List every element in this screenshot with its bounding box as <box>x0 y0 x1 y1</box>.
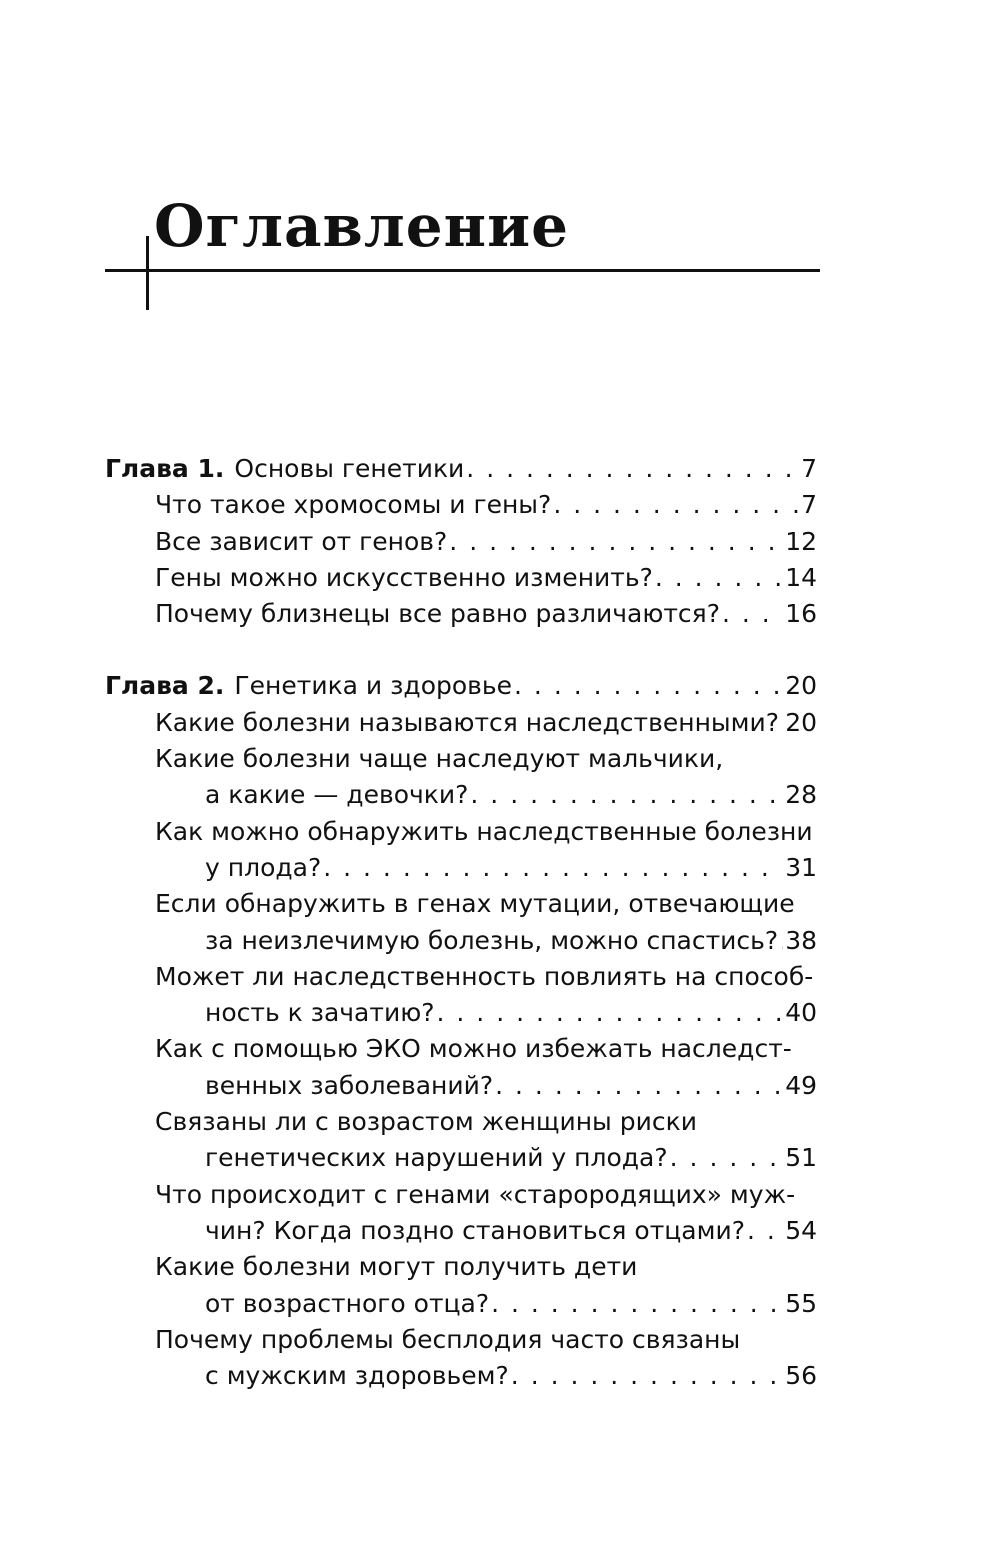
page-number: 38 <box>785 925 817 955</box>
entry-text: венных заболеваний? <box>205 1070 494 1100</box>
page-number: 12 <box>785 526 817 556</box>
toc-entry-line[interactable] <box>105 995 817 1031</box>
dot-leader <box>747 1213 783 1249</box>
entry-text: Все зависит от генов? <box>155 526 448 556</box>
page-number: 54 <box>785 1215 817 1245</box>
entry-text: Связаны ли с возрастом женщины риски <box>155 1107 697 1137</box>
dot-leader <box>491 1286 783 1322</box>
entry-text: Если обнаружить в генах мутации, отвечающие <box>155 889 795 919</box>
entry-text: Может ли наследственность повлиять на способ- <box>155 961 814 991</box>
toc-entry-line[interactable] <box>105 487 817 523</box>
page-number: 16 <box>785 599 817 629</box>
page-number: 51 <box>785 1143 817 1173</box>
dot-leader <box>553 487 799 523</box>
toc-chapter <box>105 668 817 1394</box>
dot-leader <box>323 850 783 886</box>
page-number: 40 <box>785 998 817 1028</box>
entry-text: генетических нарушений у плода? <box>205 1143 668 1173</box>
toc-entry-line[interactable] <box>105 923 817 959</box>
dot-leader <box>655 560 783 596</box>
toc-entry-line[interactable] <box>105 1140 817 1176</box>
entry-text: ность к зачатию? <box>205 998 435 1028</box>
dot-leader <box>722 596 783 632</box>
page-number: 56 <box>785 1361 817 1391</box>
entry-text: с мужским здоровьем? <box>205 1361 509 1391</box>
toc-entry-line[interactable] <box>105 814 817 850</box>
entry-text: Какие болезни чаще наследуют мальчики, <box>155 744 724 774</box>
entry-text: Что такое хромосомы и гены? <box>155 490 552 520</box>
toc-entry-line[interactable] <box>105 596 817 632</box>
toc-entry-line[interactable] <box>105 777 817 813</box>
entry-text: чин? Когда поздно становиться отцами? <box>205 1215 745 1245</box>
page-number: 28 <box>785 780 817 810</box>
dot-leader <box>780 923 783 959</box>
dot-leader <box>470 777 783 813</box>
page-number: 49 <box>785 1070 817 1100</box>
toc-entry-line[interactable] <box>105 1104 817 1140</box>
toc-entry-line[interactable] <box>105 1031 817 1067</box>
toc-entry-line[interactable] <box>105 1358 817 1394</box>
dot-leader <box>670 1140 784 1176</box>
page-number: 20 <box>785 707 817 737</box>
page-number: 20 <box>785 671 817 701</box>
chapter-title: Основы генетики <box>234 454 465 483</box>
toc-entry-line[interactable] <box>105 1068 817 1104</box>
entry-text: Как с помощью ЭКО можно избежать наследст- <box>155 1034 792 1064</box>
entry-text: Почему близнецы все равно различаются? <box>155 599 720 629</box>
toc-entry-line[interactable] <box>105 850 817 886</box>
page-number: 7 <box>801 490 817 520</box>
chapter-label: Глава 2. <box>105 671 225 701</box>
page-number: 7 <box>801 454 817 483</box>
entry-text: от возрастного отца? <box>205 1288 490 1318</box>
entry-text: у плода? <box>205 852 322 882</box>
dot-leader <box>511 1358 783 1394</box>
chapter-label: Глава 1. <box>105 454 225 483</box>
chapter-entry[interactable] <box>105 451 817 487</box>
dot-leader <box>466 451 799 487</box>
entry-text: Какие болезни называются наследственными? <box>155 707 780 737</box>
entry-text: а какие — девочки? <box>205 780 469 810</box>
toc-entry-line[interactable] <box>105 560 817 596</box>
toc-entry-line[interactable] <box>105 1177 817 1213</box>
entry-text: Почему проблемы бесплодия часто связаны <box>155 1324 741 1354</box>
toc-entry-line[interactable] <box>105 1322 817 1358</box>
toc-entry-line[interactable] <box>105 1249 817 1285</box>
toc-entry-line[interactable] <box>105 886 817 922</box>
entry-text: Гены можно искусственно изменить? <box>155 562 653 592</box>
dot-leader <box>514 668 783 704</box>
entry-text: Как можно обнаружить наследственные болезни <box>155 816 813 846</box>
page-number: 14 <box>785 562 817 592</box>
dot-leader <box>781 705 783 741</box>
chapter-title: Генетика и здоровье <box>234 671 513 701</box>
title-underline <box>105 269 820 272</box>
toc-entry-line[interactable] <box>105 959 817 995</box>
toc-chapter <box>105 451 817 632</box>
entry-text: Что происходит с генами «старородящих» муж- <box>155 1179 796 1209</box>
chapter-entry[interactable] <box>105 668 817 704</box>
toc-entry-line[interactable] <box>105 1286 817 1322</box>
toc-entry-line[interactable] <box>105 1213 817 1249</box>
dot-leader <box>437 995 784 1031</box>
page-number: 55 <box>785 1288 817 1318</box>
page-title: Оглавление <box>154 192 570 260</box>
table-of-contents <box>105 451 817 1430</box>
toc-entry-line[interactable] <box>105 741 817 777</box>
title-crosshair-mark <box>146 236 149 310</box>
toc-entry-line[interactable] <box>105 705 817 741</box>
toc-entry-line[interactable] <box>105 524 817 560</box>
page-number: 31 <box>785 852 817 882</box>
entry-text: за неизлечимую болезнь, можно спастись? <box>205 925 779 955</box>
dot-leader <box>449 524 783 560</box>
dot-leader <box>495 1068 783 1104</box>
entry-text: Какие болезни могут получить дети <box>155 1252 638 1282</box>
